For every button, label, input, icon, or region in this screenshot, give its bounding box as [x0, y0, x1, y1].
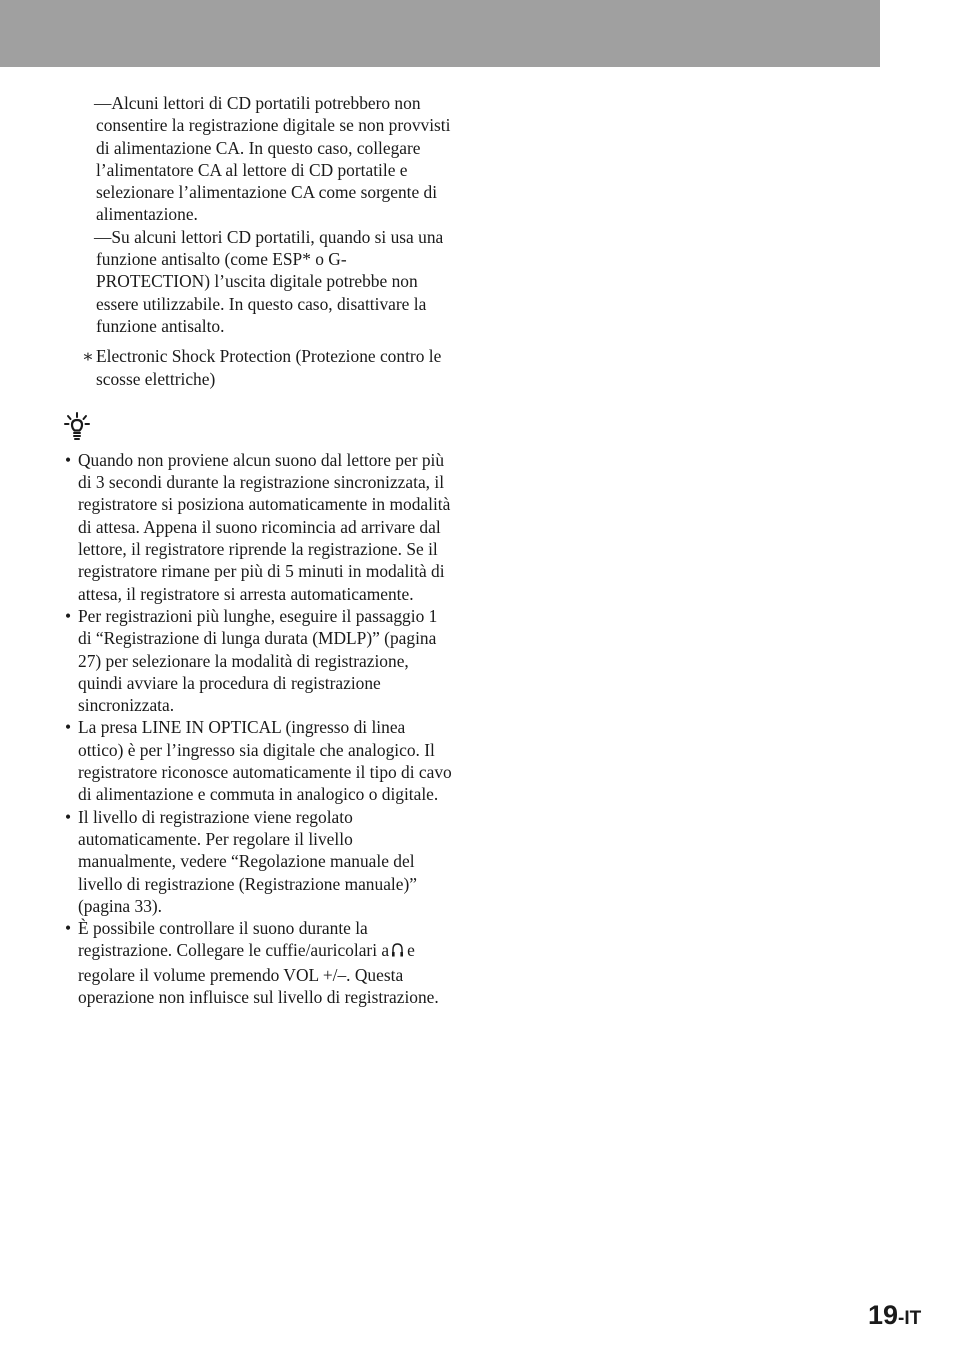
list-item-text: e regolare il volume premendo VOL +/–. Questa operazione non influisce sul livello di registrazione. — [78, 940, 439, 1007]
tips-list — [62, 449, 452, 1008]
dash-item-2 — [62, 226, 452, 337]
list-item — [62, 605, 452, 716]
bullet-mark: • — [65, 605, 72, 626]
footnote-text: Electronic Shock Protection (Protezione contro le scosse elettriche) — [96, 346, 442, 389]
dash-item-text: lettori di CD portatili potrebbero non consentire la registrazione digitale se non provvisti di alimentazione CA. In questo caso, collegare l’alimentatore CA al lettore di CD portatile e selezionare l’alimentazione CA come sorgente di alimentazione. — [96, 93, 451, 225]
dash-item-1 — [62, 92, 452, 226]
bullet-mark: • — [65, 717, 72, 738]
list-item — [62, 806, 452, 917]
dash-item-text: alcuni lettori CD portatili, quando si usa una funzione antisalto (come ESP* o G-PROTECTION) l’uscita digitale potrebbe non essere utilizzabile. In questo caso, disattivare la funzione antisalto. — [96, 226, 444, 336]
dash-item-lead: —Su — [94, 226, 130, 247]
bullet-mark: • — [65, 918, 72, 939]
footnote — [62, 345, 452, 390]
page-number-suffix: -IT — [898, 1308, 922, 1329]
list-item-text: Per registrazioni più lunghe, eseguire il passaggio 1 di “Registrazione di lunga durata (MDLP)” (pagina 27) per selezionare la modalità di registrazione, quindi avviare la procedura di registrazione sincronizzata. — [78, 605, 438, 716]
footnote-mark: ∗ — [82, 346, 94, 367]
dash-item-lead: —Alcuni — [94, 93, 159, 113]
text-column — [62, 92, 452, 1008]
list-item-text: La presa LINE IN OPTICAL (ingresso di linea ottico) è per l’ingresso sia digitale che analogico. Il registratore riconosce automaticamente il tipo di cavo di alimentazione e commuta in analogico o digitale. — [78, 717, 452, 805]
bullet-mark: • — [65, 806, 72, 827]
list-item — [62, 716, 452, 805]
bullet-mark: • — [65, 449, 72, 470]
list-item-text: Quando non proviene alcun suono dal lettore per più di 3 secondi durante la registrazione sincronizzata, il registratore si posiziona automaticamente in modalità di attesa. Appena il suono ricomincia ad arrivare dal lettore, il registratore riprende la registrazione. Se il registratore rimane per più di 5 minuti in modalità di attesa, il registratore si arresta automaticamente. — [78, 449, 451, 604]
headphones-icon — [391, 941, 404, 963]
page-number-value: 19 — [868, 1300, 899, 1330]
page-number — [868, 1300, 921, 1331]
list-item-text: È possibile controllare il suono durante la registrazione. Collegare le cuffie/auricolari a — [78, 918, 390, 961]
list-item-text: Il livello di registrazione viene regolato automaticamente. Per regolare il livello manualmente, vedere “Regolazione manuale del livello di registrazione (Registrazione manuale)” (pagina 33). — [78, 806, 417, 916]
list-item — [62, 917, 452, 1008]
lightbulb-tip-icon — [64, 412, 90, 442]
header-bar — [0, 0, 880, 67]
list-item — [62, 449, 452, 605]
